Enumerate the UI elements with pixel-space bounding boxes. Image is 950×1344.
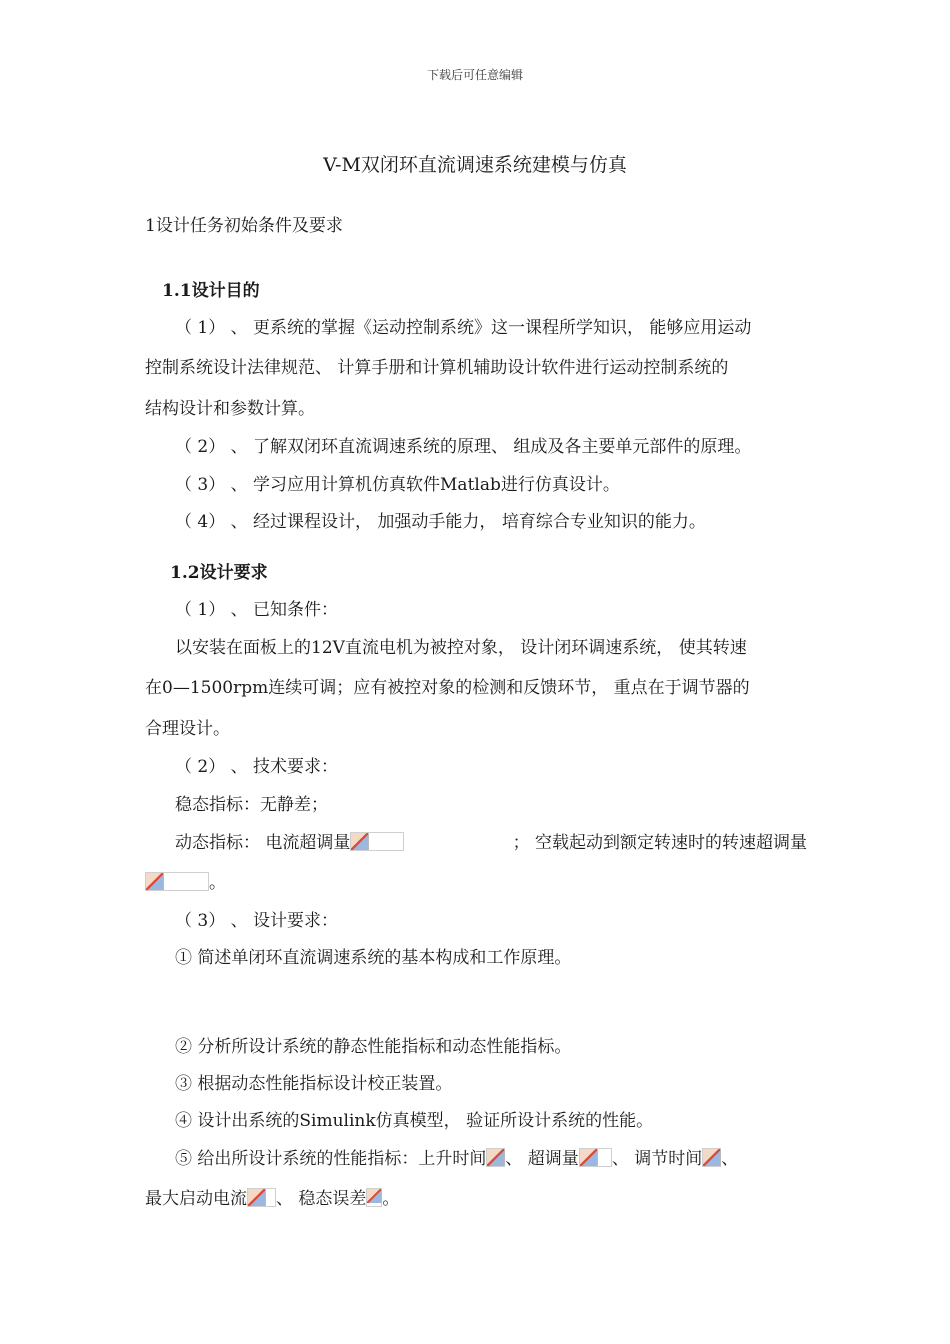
purpose-1-line-1: （ 1） 、 更系统的掌握《运动控制系统》这一课程所学知识， 能够应用运动 bbox=[175, 318, 752, 338]
current-overshoot-formula-image bbox=[350, 832, 404, 851]
requirement-1-label: （ 1） 、 已知条件： bbox=[175, 600, 339, 620]
design-item-3: ③ 根据动态性能指标设计校正装置。 bbox=[175, 1074, 453, 1094]
purpose-4: （ 4） 、 经过课程设计， 加强动手能力， 培育综合专业知识的能力。 bbox=[175, 512, 706, 532]
dynamic-indicator-current: 动态指标： 电流超调量 bbox=[175, 831, 404, 855]
design-item-2: ② 分析所设计系统的静态性能指标和动态性能指标。 bbox=[175, 1037, 572, 1057]
speed-overshoot-formula-image bbox=[145, 872, 209, 891]
design-item-5-line-1: ⑤ 给出所设计系统的性能指标：上升时间 、 超调量 、 调节时间 、 bbox=[175, 1149, 739, 1169]
purpose-2: （ 2） 、 了解双闭环直流调速系统的原理、 组成及各主要单元部件的原理。 bbox=[175, 437, 752, 457]
requirement-2-label: （ 2） 、 技术要求： bbox=[175, 757, 339, 777]
dynamic-indicator-speed: ； 空载起动到额定转速时的转速超调量 bbox=[512, 833, 807, 853]
section-1-2-heading: 1.2设计要求 bbox=[170, 563, 268, 583]
speed-overshoot-line: 。 bbox=[145, 871, 807, 895]
settling-time-formula-image bbox=[702, 1148, 721, 1167]
steady-error-formula-image bbox=[366, 1188, 382, 1207]
overshoot-formula-image bbox=[579, 1148, 612, 1167]
dynamic-indicator-line bbox=[175, 831, 807, 855]
document-title: V-M双闭环直流调速系统建模与仿真 bbox=[323, 154, 627, 176]
section-1-1-heading: 1.1设计目的 bbox=[162, 281, 260, 301]
purpose-3: （ 3） 、 学习应用计算机仿真软件Matlab进行仿真设计。 bbox=[175, 475, 620, 495]
requirement-3-label: （ 3） 、 设计要求： bbox=[175, 911, 339, 931]
page-header: 下载后可任意编辑 bbox=[426, 68, 523, 82]
design-item-4: ④ 设计出系统的Simulink仿真模型， 验证所设计系统的性能。 bbox=[175, 1111, 654, 1131]
steady-state-indicator: 稳态指标：无静差； bbox=[175, 795, 328, 815]
condition-line-2: 在0—1500rpm连续可调；应有被控对象的检测和反馈环节， 重点在于调节器的 bbox=[145, 678, 750, 698]
purpose-1-line-2: 控制系统设计法律规范、 计算手册和计算机辅助设计软件进行运动控制系统的 bbox=[145, 358, 729, 378]
condition-line-1: 以安装在面板上的12V直流电机为被控对象， 设计闭环调速系统， 使其转速 bbox=[175, 638, 747, 658]
design-item-1: ① 简述单闭环直流调速系统的基本构成和工作原理。 bbox=[175, 948, 572, 968]
max-start-current-formula-image bbox=[247, 1188, 276, 1207]
rise-time-formula-image bbox=[486, 1148, 505, 1167]
condition-line-3: 合理设计。 bbox=[145, 719, 230, 739]
section-1-heading: 1设计任务初始条件及要求 bbox=[145, 216, 343, 236]
design-item-5-line-2: 最大启动电流 、 稳态误差 。 bbox=[145, 1189, 400, 1209]
purpose-1-line-3: 结构设计和参数计算。 bbox=[145, 399, 315, 419]
